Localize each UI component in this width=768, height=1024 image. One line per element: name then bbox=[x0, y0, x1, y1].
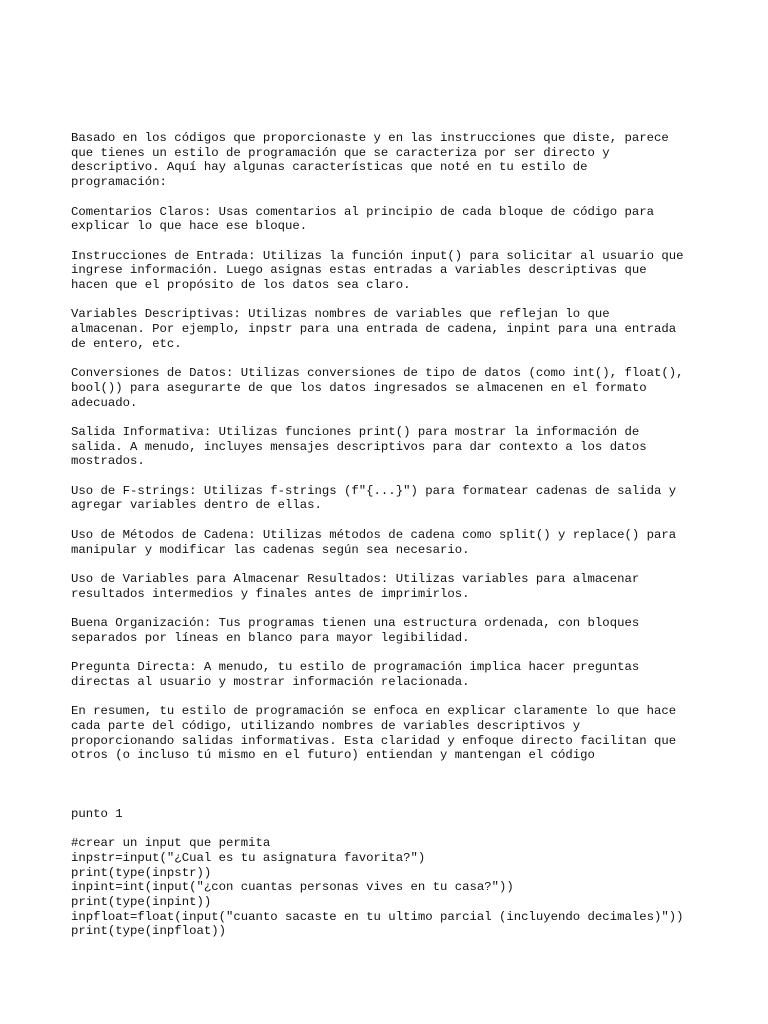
code-line: print(type(inpfloat)) bbox=[71, 924, 226, 939]
code-block bbox=[71, 836, 711, 939]
paragraph: Uso de F-strings: Utilizas f-strings (f"{...}") para formatear cadenas de salida y agregar variables dentro de ellas. bbox=[71, 483, 677, 513]
paragraph: Salida Informativa: Utilizas funciones print() para mostrar la información de salida. A menudo, incluyes mensajes descriptivos para dar contexto a los datos mostrados. bbox=[71, 424, 647, 469]
paragraph-list bbox=[71, 131, 711, 763]
code-line: print(type(inpstr)) bbox=[71, 865, 212, 880]
paragraph: Conversiones de Datos: Utilizas conversiones de tipo de datos (como int(), float(), bool()) para asegurarte de que los datos ingresados se almacenen en el formato adecuado. bbox=[71, 366, 684, 410]
paragraph: Pregunta Directa: A menudo, tu estilo de programación implica hacer preguntas directas al usuario y mostrar información relacionada. bbox=[71, 660, 640, 689]
code-line: inpstr=input("¿Cual es tu asignatura favorita?") bbox=[71, 850, 426, 865]
spacer bbox=[71, 778, 711, 807]
paragraph: Comentarios Claros: Usas comentarios al principio de cada bloque de código para explicar lo que hace ese bloque. bbox=[71, 204, 654, 234]
paragraph: Basado en los códigos que proporcionaste y en las instrucciones que diste, parece que tienes un estilo de programación que se caracteriza por ser directo y descriptivo. Aquí hay algunas características que noté en tu estilo de programación: bbox=[71, 131, 669, 190]
paragraph: Uso de Métodos de Cadena: Utilizas métodos de cadena como split() y replace() para manipular y modificar las cadenas según sea necesario. bbox=[71, 527, 677, 557]
paragraph: En resumen, tu estilo de programación se enfoca en explicar claramente lo que hace cada parte del código, utilizando nombres de variables descriptivos y proporcionando salidas informativas. Esta claridad y enfoque directo facilitan que otros (o incluso tú mismo en el futuro) entiendan y mantengan el código bbox=[71, 704, 677, 763]
code-line: #crear un input que permita bbox=[71, 836, 271, 851]
section-title: punto 1 bbox=[71, 806, 123, 821]
code-line: inpint=int(input("¿con cuantas personas vives en tu casa?")) bbox=[71, 880, 514, 895]
document-body bbox=[71, 131, 711, 939]
paragraph: Instrucciones de Entrada: Utilizas la función input() para solicitar al usuario que ingrese información. Luego asignas estas entradas a variables descriptivas que hacen que el propósito de los datos sea claro. bbox=[71, 248, 684, 292]
code-line: inpfloat=float(input("cuanto sacaste en tu ultimo parcial (incluyendo decimales)")) bbox=[71, 909, 684, 924]
paragraph: Uso de Variables para Almacenar Resultados: Utilizas variables para almacenar resultados intermedios y finales antes de imprimirlos. bbox=[71, 571, 640, 601]
paragraph: Variables Descriptivas: Utilizas nombres de variables que reflejan lo que almacenan. Por ejemplo, inpstr para una entrada de cadena, inpint para una entrada de entero, etc. bbox=[71, 307, 677, 351]
code-line: print(type(inpint)) bbox=[71, 894, 212, 909]
paragraph: Buena Organización: Tus programas tienen una estructura ordenada, con bloques separados por líneas en blanco para mayor legibilidad. bbox=[71, 616, 640, 645]
